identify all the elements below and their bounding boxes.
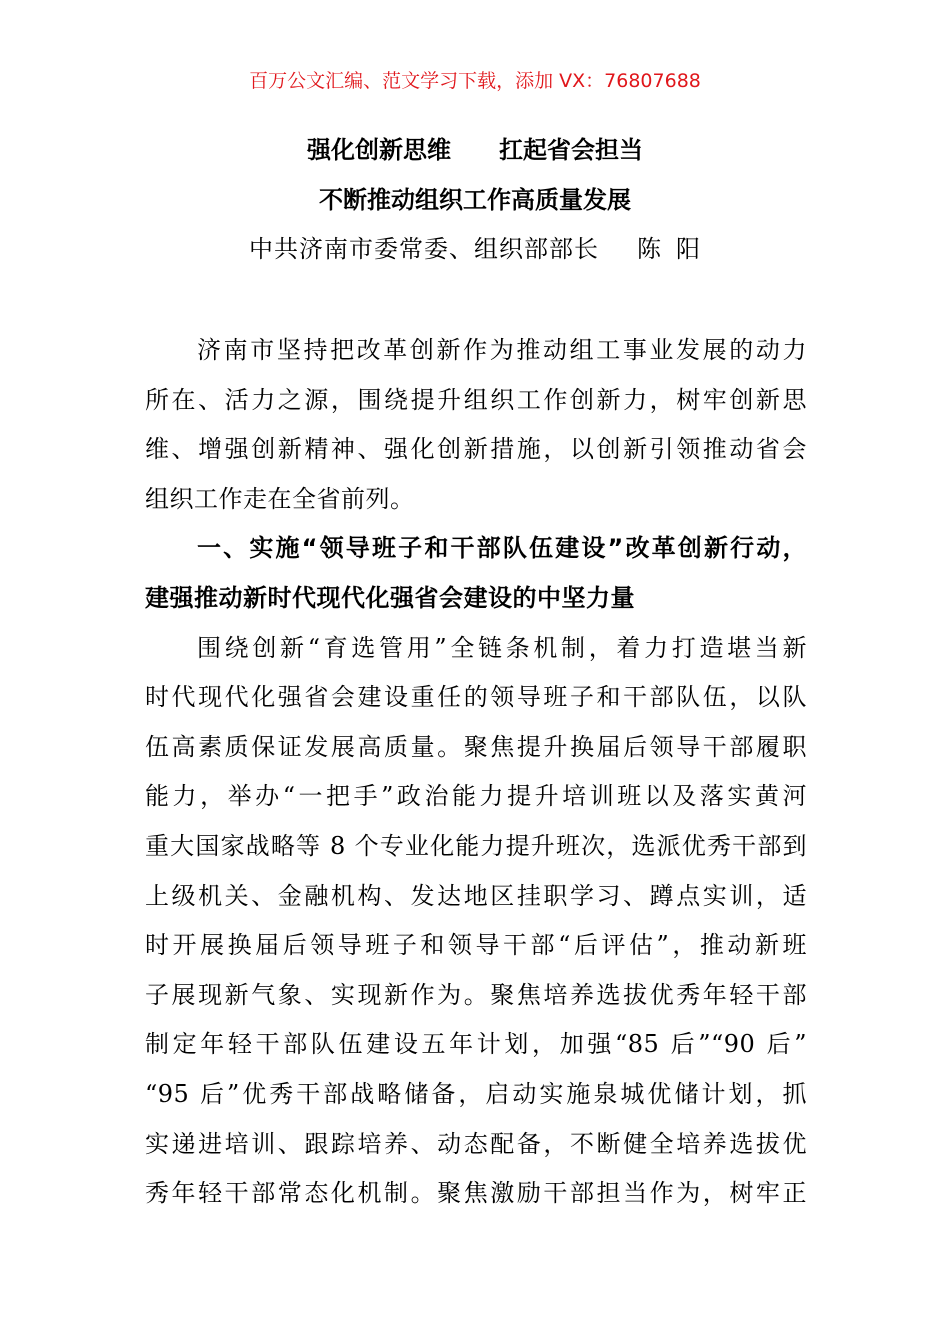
- author-surname: 陈: [637, 235, 662, 263]
- document-title-line-2: 不断推动组织工作高质量发展: [319, 186, 631, 214]
- paragraph-line: 时开展换届后领导班子和领导干部“后评估”，推动新班: [145, 931, 807, 960]
- paragraph-line: 能力，举办“一把手”政治能力提升培训班以及落实黄河: [145, 782, 807, 811]
- intro-line: 组织工作走在全省前列。: [145, 484, 415, 513]
- paragraph-line: 子展现新气象、实现新作为。聚焦培养选拔优秀年轻干部: [145, 980, 807, 1009]
- title-phrase-2: 扛起省会担当: [499, 136, 643, 164]
- intro-line: 济南市坚持把改革创新作为推动组工事业发展的动力: [197, 336, 807, 364]
- section-heading-line: 建强推动新时代现代化强省会建设的中坚力量: [145, 583, 635, 612]
- intro-line: 维、增强创新精神、强化创新措施，以创新引领推动省会: [145, 435, 807, 464]
- paragraph-line: 时代现代化强省会建设重任的领导班子和干部队伍，以队: [145, 683, 807, 712]
- author-given-name: 阳: [676, 235, 701, 263]
- paragraph-line: 实递进培训、跟踪培养、动态配备，不断健全培养选拔优: [145, 1129, 807, 1158]
- author-byline: [0, 234, 950, 264]
- author-position: 中共济南市委常委、组织部部长: [249, 235, 599, 263]
- paragraph-line: “95 后”优秀干部战略储备，启动实施泉城优储计划，抓: [145, 1079, 807, 1108]
- paragraph-line: 秀年轻干部常态化机制。聚焦激励干部担当作为，树牢正: [145, 1179, 807, 1208]
- paragraph-line: 制定年轻干部队伍建设五年计划，加强“85 后”“90 后”: [145, 1030, 807, 1059]
- paragraph-line: 重大国家战略等 8 个专业化能力提升班次，选派优秀干部到: [145, 831, 807, 860]
- watermark-banner: 百万公文汇编、范文学习下载，添加 VX：76807688: [249, 70, 701, 92]
- paragraph-line: 伍高素质保证发展高质量。聚焦提升换届后领导干部履职: [145, 732, 807, 761]
- paragraph-line: 围绕创新“育选管用”全链条机制，着力打造堪当新: [197, 633, 807, 662]
- intro-line: 所在、活力之源，围绕提升组织工作创新力，树牢创新思: [145, 385, 807, 414]
- paragraph-line: 上级机关、金融机构、发达地区挂职学习、蹲点实训，适: [145, 881, 807, 910]
- title-phrase-1: 强化创新思维: [307, 136, 451, 164]
- document-body: [145, 334, 807, 1227]
- section-heading-line: 一、实施“领导班子和干部队伍建设”改革创新行动，: [197, 534, 807, 563]
- document-title-line-1: [0, 135, 950, 165]
